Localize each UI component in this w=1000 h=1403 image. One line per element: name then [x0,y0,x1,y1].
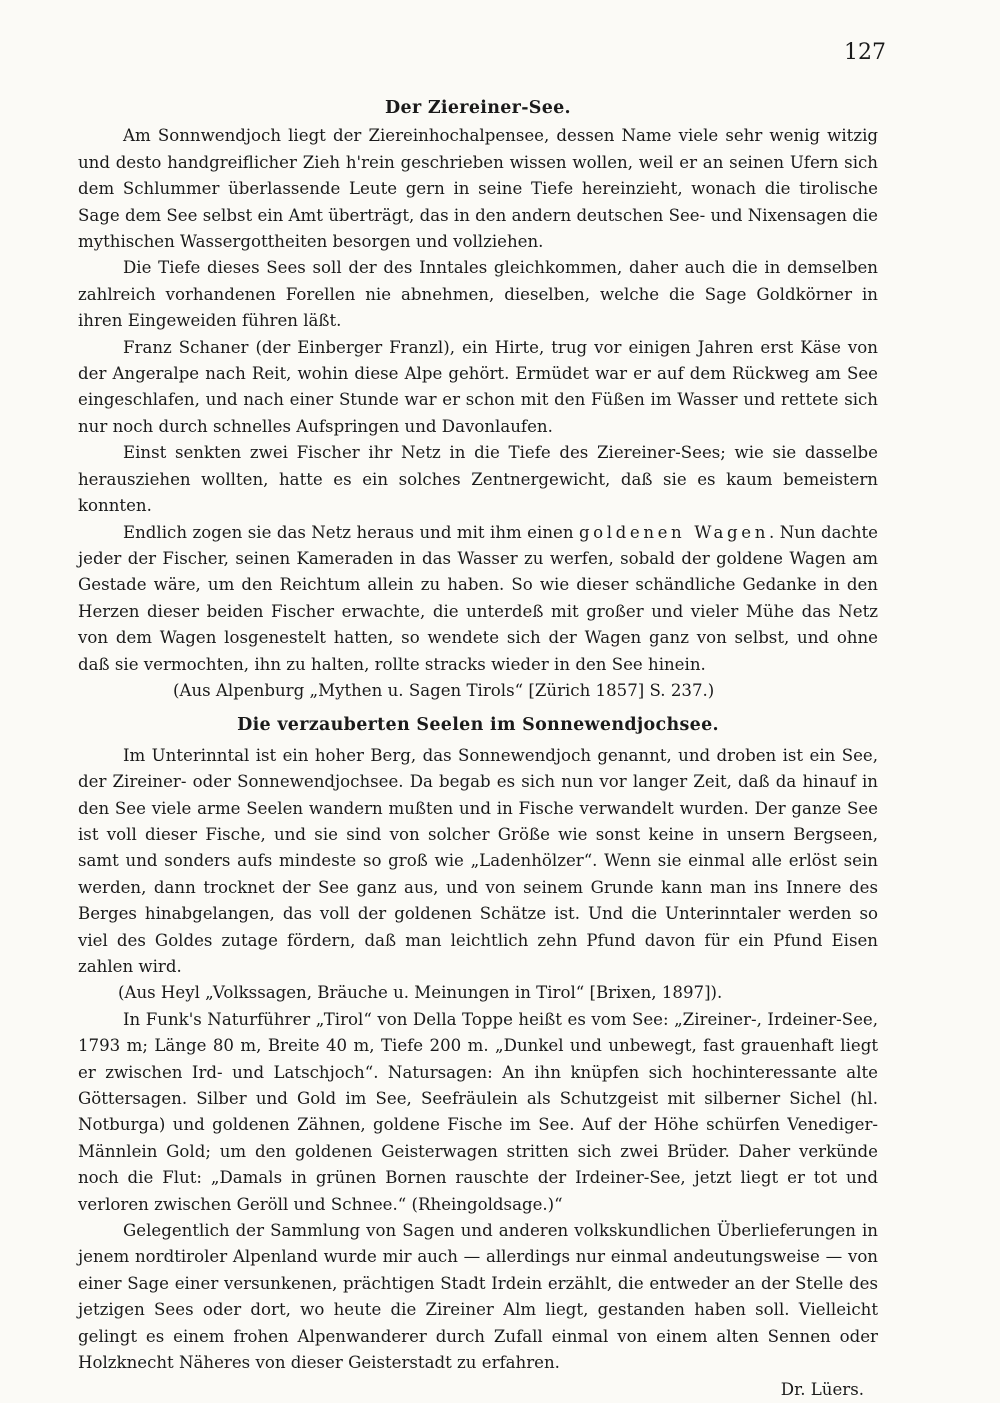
source-citation: (Aus Alpenburg „Mythen u. Sagen Tirols“ [Zürich 1857] S. 237.) [173,680,715,700]
paragraph: In Funk's Naturführer „Tirol“ von Della Toppe heißt es vom See: „Zireiner-, Irdeiner-See, 1793 m; Länge 80 m, Breite 40 m, Tiefe 200 m. „Dunkel und unbewegt, fast grauenhaft liegt er zwischen Ird- und Latschjoch“. Natursagen: An ihn knüpfen sich hochinteressante alte Göttersagen. Silber und Gold im See, Seefräulein als Schutzgeist mit silberner Sichel (hl. Notburga) und goldenen Zähnen, goldene Fische im See. Auf der Höhe schürfen Venediger-Männlein Gold; um den goldenen Geisterwagen stritten sich zwei Brüder. Daher verkünde noch die Flut: „Damals in grünen Bornen rauschte der Irdeiner-See, jetzt liegt er tot und verloren zwischen Geröll und Schnee.“ (Rheingoldsage.)“ [78,1009,878,1214]
section-title-ziereiner-see: Der Ziereiner-See. [385,98,571,118]
page-number: 127 [844,40,886,65]
author-signature: Dr. Lüers. [780,1379,864,1399]
paragraph: Franz Schaner (der Einberger Franzl), ein Hirte, trug vor einigen Jahren erst Käse von der Angeralpe nach Reit, wohin diese Alpe gehört. Ermüdet war er auf dem Rückweg am See eingeschlafen, und nach einer Stunde war er schon mit den Füßen im Wasser und rettete sich nur noch durch schnelles Aufspringen und Davonlaufen. [78,337,878,436]
source-citation: (Aus Heyl „Volkssagen, Bräuche u. Meinungen in Tirol“ [Brixen, 1897]). [118,983,723,1003]
text-run: Endlich zogen sie das Netz heraus und mit ihm einen [123,522,579,542]
paragraph: Am Sonnwendjoch liegt der Ziereinhochalpensee, dessen Name viele sehr wenig witzig und desto handgreiflicher Zieh h'rein geschrieben wissen wollen, weil er an seinen Ufern sich dem Schlummer überlassende Leute gern in seine Tiefe hereinzieht, wonach die tirolische Sage dem See selbst ein Amt überträgt, das in den andern deutschen See- und Nixensagen die mythischen Wassergottheiten besorgen und vollziehen. [78,126,878,252]
body-text [78,95,878,1403]
paragraph: Die Tiefe dieses Sees soll der des Inntales gleichkommen, daher auch die in demselben zahlreich vorhandenen Forellen nie abnehmen, dieselben, welche die Sage Goldkörner in ihren Eingeweiden führen läßt. [78,258,878,331]
text-run: . Nun dachte jeder der Fischer, seinen Kameraden in das Wasser zu werfen, sobald der goldene Wagen am Gestade wäre, um den Reichtum allein zu haben. So wie dieser schändliche Gedanke in den Herzen dieser beiden Fischer erwachte, die unterdeß mit großer und vieler Mühe das Netz von dem Wagen losgenestelt hatten, so wendete sich der Wagen ganz von selbst, und ohne daß sie vermochten, ihn zu halten, rollte stracks wieder in den See hinein. [78,522,879,674]
emphasized-text: goldenen Wagen [578,522,769,542]
paragraph: Einst senkten zwei Fischer ihr Netz in die Tiefe des Ziereiner-Sees; wie sie dasselbe herausziehen wollten, hatte es ein solches Zentnergewicht, daß sie es kaum bemeistern konnten. [78,443,878,516]
paragraph: Im Unterinntal ist ein hoher Berg, das Sonnewendjoch genannt, und droben ist ein See, der Zireiner- oder Sonnewendjochsee. Da begab es sich nun vor langer Zeit, daß da hinauf in den See viele arme Seelen wandern mußten und in Fische verwandelt wurden. Der ganze See ist voll dieser Fische, und sie sind von solcher Größe wie sonst keine in unsern Bergseen, samt und sonders aufs mindeste so groß wie „Ladenhölzer“. Wenn sie einmal alle erlöst sein werden, dann trocknet der See ganz aus, und von seinem Grunde kann man ins Innere des Berges hinabgelangen, das voll der goldenen Schätze ist. Und die Unterinntaler werden so viel des Goldes zutage fördern, daß man leichtlich zehn Pfund davon für ein Pfund Eisen zahlen wird. [78,745,878,976]
paragraph [78,520,878,678]
section-title-verzauberte-seelen: Die verzauberten Seelen im Sonnewendjochsee. [237,715,719,736]
paragraph: Gelegentlich der Sammlung von Sagen und anderen volkskundlichen Überlieferungen in jenem nordtiroler Alpenland wurde mir auch — allerdings nur einmal andeutungsweise — von einer Sage einer versunkenen, prächtigen Stadt Irdein erzählt, die entweder an der Stelle des jetzigen Sees oder dort, wo heute die Zireiner Alm liegt, gestanden haben soll. Vielleicht gelingt es einem frohen Alpenwanderer durch Zufall einmal von einem alten Sennen oder Holzknecht Näheres von dieser Geisterstadt zu erfahren. [78,1221,878,1373]
